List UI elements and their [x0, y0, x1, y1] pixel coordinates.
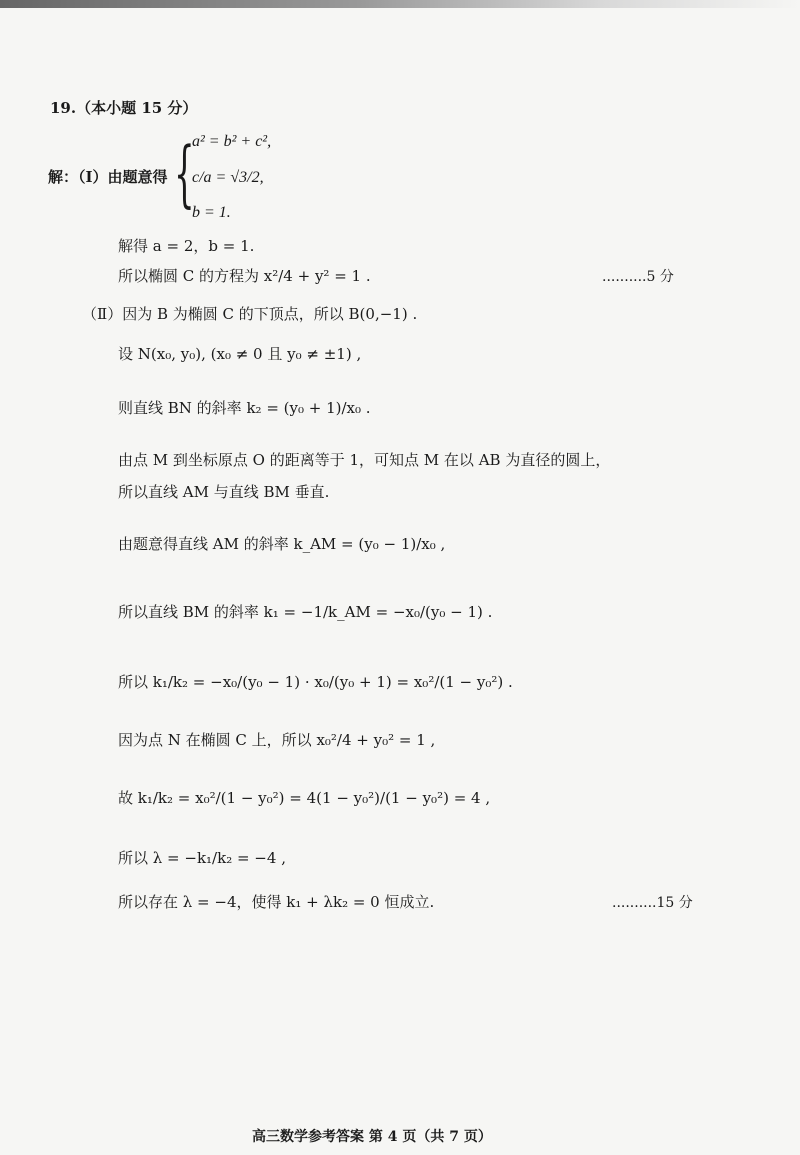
part2-line-2: 设 N(x₀, y₀), (x₀ ≠ 0 且 y₀ ≠ ±1) ,: [118, 345, 362, 363]
part2-line-1: （Ⅱ）因为 B 为椭圆 C 的下顶点，所以 B(0,−1) .: [82, 305, 418, 323]
system-eq-3: b = 1.: [192, 204, 231, 221]
part2-line-4: 由点 M 到坐标原点 O 的距离等于 1，可知点 M 在以 AB 为直径的圆上，: [118, 451, 611, 469]
page-footer: 高三数学参考答案 第 4 页（共 7 页）: [252, 1129, 492, 1145]
system-eq-1: a² = b² + c²,: [192, 133, 272, 150]
problem-label: 19.（本小题 15 分）: [50, 99, 198, 117]
part2-line-9: 因为点 N 在椭圆 C 上，所以 x₀²/4 + y₀² = 1 ,: [118, 731, 436, 749]
part2-line-8: 所以 k₁/k₂ = −x₀/(y₀ − 1) · x₀/(y₀ + 1) = x₀²/(1 − y₀²) .: [118, 673, 513, 691]
score-part2: ..........15 分: [612, 895, 693, 911]
ellipse-equation: 所以椭圆 C 的方程为 x²/4 + y² = 1 .: [118, 267, 371, 285]
part2-line-6: 由题意得直线 AM 的斜率 k_AM = (y₀ − 1)/x₀ ,: [118, 535, 446, 553]
part1-intro: 解：（Ⅰ）由题意得: [48, 168, 168, 186]
system-eq-2: c/a = √3/2,: [192, 169, 264, 186]
part2-line-10: 故 k₁/k₂ = x₀²/(1 − y₀²) = 4(1 − y₀²)/(1 − y₀²) = 4 ,: [118, 789, 491, 807]
solve-line: 解得 a = 2，b = 1.: [118, 237, 255, 255]
part2-line-12: 所以存在 λ = −4，使得 k₁ + λk₂ = 0 恒成立.: [118, 893, 435, 911]
part2-line-7: 所以直线 BM 的斜率 k₁ = −1/k_AM = −x₀/(y₀ − 1) .: [118, 603, 493, 621]
part2-line-3: 则直线 BN 的斜率 k₂ = (y₀ + 1)/x₀ .: [118, 399, 371, 417]
score-part1: ..........5 分: [602, 269, 674, 285]
scan-edge: [0, 0, 800, 8]
part2-line-5: 所以直线 AM 与直线 BM 垂直.: [118, 483, 330, 501]
part2-line-11: 所以 λ = −k₁/k₂ = −4 ,: [118, 849, 286, 867]
system-brace: {: [174, 131, 195, 215]
